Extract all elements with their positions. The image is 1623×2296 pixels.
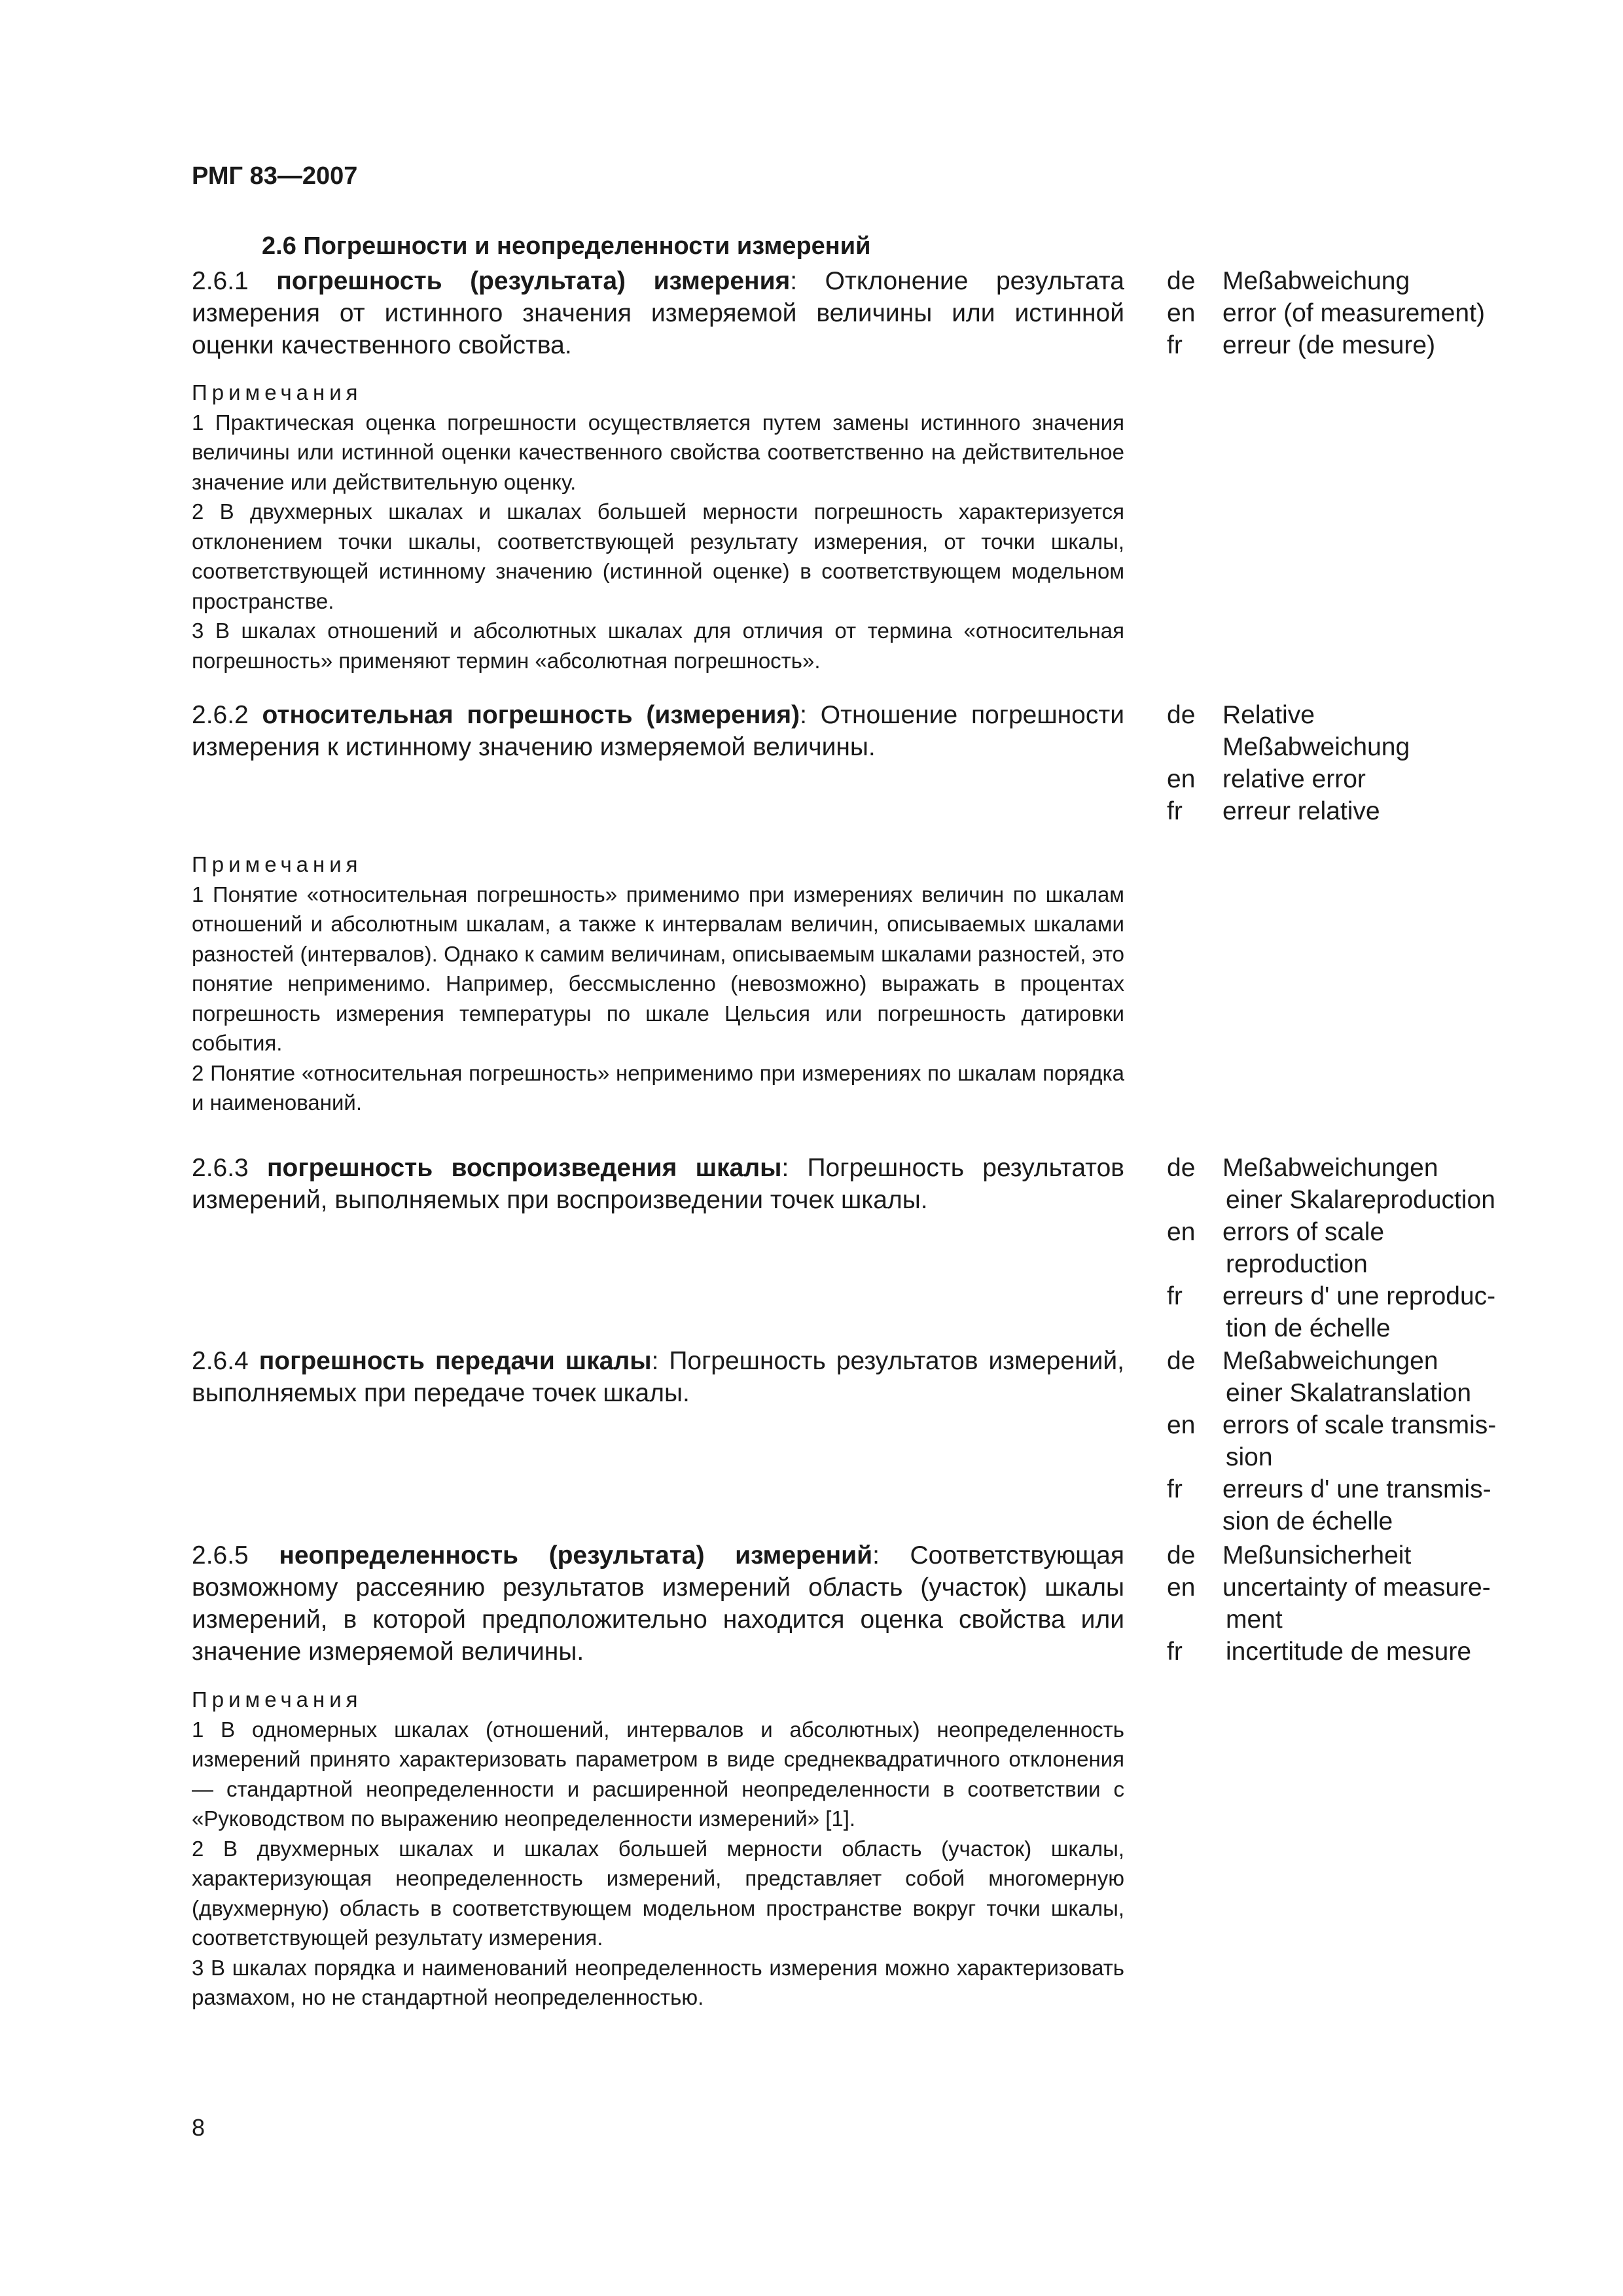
term-2-6-4 bbox=[192, 1345, 1124, 1409]
equivalent-text bbox=[1222, 1152, 1533, 1216]
equivalent-de bbox=[1167, 1152, 1533, 1216]
equivalent-en bbox=[1167, 763, 1533, 795]
equivalent-text bbox=[1222, 1409, 1533, 1473]
lang-code: de bbox=[1167, 1154, 1196, 1182]
note: 2 В двухмерных шкалах и шкалах большей мерности область (участок) шкалы, характеризующая неопределенность измерений, представляет собой многомерную (двухмерную) область в соответствующем модельном пространстве вокруг точки шкалы, соответствующей результату измерения. bbox=[192, 1836, 1124, 1950]
note: 1 Практическая оценка погрешности осуществляется путем замены истинного значения величины или истинной оценки качественного свойства соответственно на действительное значение или действительную оценку. bbox=[192, 410, 1124, 494]
equivalent-line: einer Skalatranslation bbox=[1226, 1379, 1472, 1407]
equivalent-en bbox=[1167, 1216, 1533, 1280]
equivalent-line: reproduction bbox=[1226, 1250, 1368, 1278]
equivalent-line: errors of scale bbox=[1222, 1218, 1385, 1246]
equivalent-line: Meßabweichungen bbox=[1222, 1154, 1438, 1182]
term-2-6-2 bbox=[192, 699, 1124, 763]
equivalent-en bbox=[1167, 1571, 1533, 1636]
equivalent-line: sion bbox=[1226, 1443, 1273, 1471]
equivalent-line: einer Skalareproduction bbox=[1226, 1186, 1495, 1214]
equivalent-de bbox=[1167, 265, 1533, 297]
term-number: 2.6.3 bbox=[192, 1154, 249, 1182]
equivalent-text: Meßunsicherheit bbox=[1222, 1541, 1412, 1570]
term-definition: : Отклонение результата измерения от истинного значения измеряемой величины или истинной оценки качественного свойства. bbox=[192, 267, 1124, 359]
lang-code: en bbox=[1167, 765, 1196, 793]
notes-heading: Примечания bbox=[192, 380, 363, 404]
equivalent-fr bbox=[1167, 329, 1533, 361]
lang-code: de bbox=[1167, 701, 1196, 729]
lang-code: de bbox=[1167, 1541, 1196, 1570]
equivalent-line: Meßabweichungen bbox=[1222, 1347, 1438, 1375]
lang-code: fr bbox=[1167, 1638, 1183, 1666]
equivalent-de bbox=[1167, 1345, 1533, 1409]
lang-code: en bbox=[1167, 299, 1196, 327]
lang-code: en bbox=[1167, 1573, 1196, 1602]
equivalents-2-6-3 bbox=[1167, 1152, 1533, 1344]
term-name: погрешность передачи шкалы bbox=[259, 1347, 652, 1375]
term-definition: : Погрешность результатов измерений, выполняемых при воспроизведении точек шкалы. bbox=[192, 1154, 1124, 1214]
equivalents-2-6-5 bbox=[1167, 1539, 1533, 1668]
equivalent-line: Meßabweichung bbox=[1222, 733, 1410, 761]
equivalent-text bbox=[1222, 699, 1533, 763]
notes-2-6-2 bbox=[192, 850, 1124, 1118]
equivalent-text: error (of measurement) bbox=[1222, 299, 1485, 327]
page-number: 8 bbox=[192, 2114, 205, 2141]
equivalent-text bbox=[1222, 1345, 1533, 1409]
equivalents-2-6-4 bbox=[1167, 1345, 1533, 1537]
note: 2 Понятие «относительная погрешность» неприменимо при измерениях по шкалам порядка и наименований. bbox=[192, 1060, 1124, 1115]
notes-heading: Примечания bbox=[192, 852, 363, 876]
lang-code: en bbox=[1167, 1411, 1196, 1439]
lang-code: en bbox=[1167, 1218, 1196, 1246]
term-definition: : Погрешность результатов измерений, выполняемых при передаче точек шкалы. bbox=[192, 1347, 1125, 1407]
section-title: 2.6 Погрешности и неопределенности измерений bbox=[262, 232, 871, 260]
equivalent-de bbox=[1167, 699, 1533, 763]
note: 3 В шкалах отношений и абсолютных шкалах для отличия от термина «относительная погрешность» применяют термин «абсолютная погрешность». bbox=[192, 619, 1124, 673]
equivalent-en bbox=[1167, 1409, 1533, 1473]
equivalent-fr bbox=[1167, 1473, 1533, 1537]
note: 1 Понятие «относительная погрешность» применимо при измерениях величин по шкалам отношений и абсолютным шкалам, а также к интервалам величин, описываемых шкалами разностей (интервалов). Однако к самим величинам, описываемым шкалами разностей, это понятие неприменимо. Например, бессмысленно (невозможно) выражать в процентах погрешность измерения температуры по шкале Цельсия или погрешность датировки события. bbox=[192, 882, 1124, 1055]
equivalent-text bbox=[1222, 1571, 1533, 1636]
lang-code: de bbox=[1167, 1347, 1196, 1375]
term-definition: : Отношение погрешности измерения к истинному значению измеряемой величины. bbox=[192, 701, 1125, 761]
term-definition: : Соответствующая возможному рассеянию результатов измерений область (участок) шкалы измерений, в которой предположительно находится оценка свойства или значение измеряемой величины. bbox=[192, 1541, 1124, 1666]
equivalents-2-6-2 bbox=[1167, 699, 1533, 827]
lang-code: fr bbox=[1167, 331, 1183, 359]
lang-code: fr bbox=[1167, 1475, 1183, 1503]
term-name: относительная погрешность (измерения) bbox=[262, 701, 800, 729]
equivalent-text bbox=[1222, 1216, 1533, 1280]
note: 1 В одномерных шкалах (отношений, интервалов и абсолютных) неопределенность измерений принято характеризовать параметром в виде среднеквадратичного отклонения — стандартной неопределенности и расширенной неопределенности в соответствии с «Руководством по выражению неопределенности измерений» [1]. bbox=[192, 1717, 1124, 1831]
equivalent-text bbox=[1222, 1636, 1533, 1668]
equivalent-line: incertitude de mesure bbox=[1226, 1638, 1472, 1666]
equivalent-de bbox=[1167, 1539, 1533, 1571]
term-2-6-3 bbox=[192, 1152, 1124, 1216]
document-header: РМГ 83—2007 bbox=[192, 162, 358, 190]
term-number: 2.6.1 bbox=[192, 267, 249, 295]
equivalent-line: errors of scale transmis- bbox=[1222, 1411, 1497, 1439]
term-number: 2.6.4 bbox=[192, 1347, 249, 1375]
equivalent-fr bbox=[1167, 1636, 1533, 1668]
term-number: 2.6.2 bbox=[192, 701, 249, 729]
note: 2 В двухмерных шкалах и шкалах большей мерности погрешность характеризуется отклонением точки шкалы, соответствующей результату измерения, от точки шкалы, соответствующей истинному значению (истинной оценке) в соответствующем модельном пространстве. bbox=[192, 499, 1124, 613]
equivalent-line: sion de échelle bbox=[1222, 1507, 1393, 1535]
notes-2-6-1 bbox=[192, 378, 1124, 675]
term-name: погрешность воспроизведения шкалы bbox=[266, 1154, 782, 1182]
equivalent-line: ment bbox=[1226, 1605, 1283, 1634]
equivalent-line: tion de échelle bbox=[1226, 1314, 1391, 1342]
lang-code: fr bbox=[1167, 1282, 1183, 1310]
term-number: 2.6.5 bbox=[192, 1541, 249, 1570]
lang-code: fr bbox=[1167, 797, 1183, 825]
equivalent-line: erreurs d' une reproduc- bbox=[1222, 1282, 1496, 1310]
term-2-6-1 bbox=[192, 265, 1124, 361]
equivalent-fr bbox=[1167, 795, 1533, 827]
note: 3 В шкалах порядка и наименований неопределенность измерения можно характеризовать размахом, но не стандартной неопределенностью. bbox=[192, 1955, 1124, 2009]
equivalent-text: erreur (de mesure) bbox=[1222, 331, 1436, 359]
equivalent-fr bbox=[1167, 1280, 1533, 1344]
equivalent-line: uncertainty of measure- bbox=[1222, 1573, 1491, 1602]
equivalent-en bbox=[1167, 297, 1533, 329]
equivalent-text: relative error bbox=[1222, 765, 1366, 793]
lang-code: de bbox=[1167, 267, 1196, 295]
equivalent-text: Meßabweichung bbox=[1222, 267, 1410, 295]
term-name: неопределенность (результата) измерений bbox=[279, 1541, 873, 1570]
equivalent-line: erreurs d' une transmis- bbox=[1222, 1475, 1491, 1503]
equivalent-text: erreur relative bbox=[1222, 797, 1380, 825]
notes-2-6-5 bbox=[192, 1685, 1124, 2013]
term-name: погрешность (результата) измерения bbox=[276, 267, 791, 295]
term-2-6-5 bbox=[192, 1539, 1124, 1668]
notes-heading: Примечания bbox=[192, 1687, 363, 1712]
equivalent-text bbox=[1222, 1280, 1533, 1344]
equivalents-2-6-1 bbox=[1167, 265, 1533, 361]
equivalent-text bbox=[1222, 1473, 1533, 1537]
equivalent-line: Relative bbox=[1222, 701, 1315, 729]
